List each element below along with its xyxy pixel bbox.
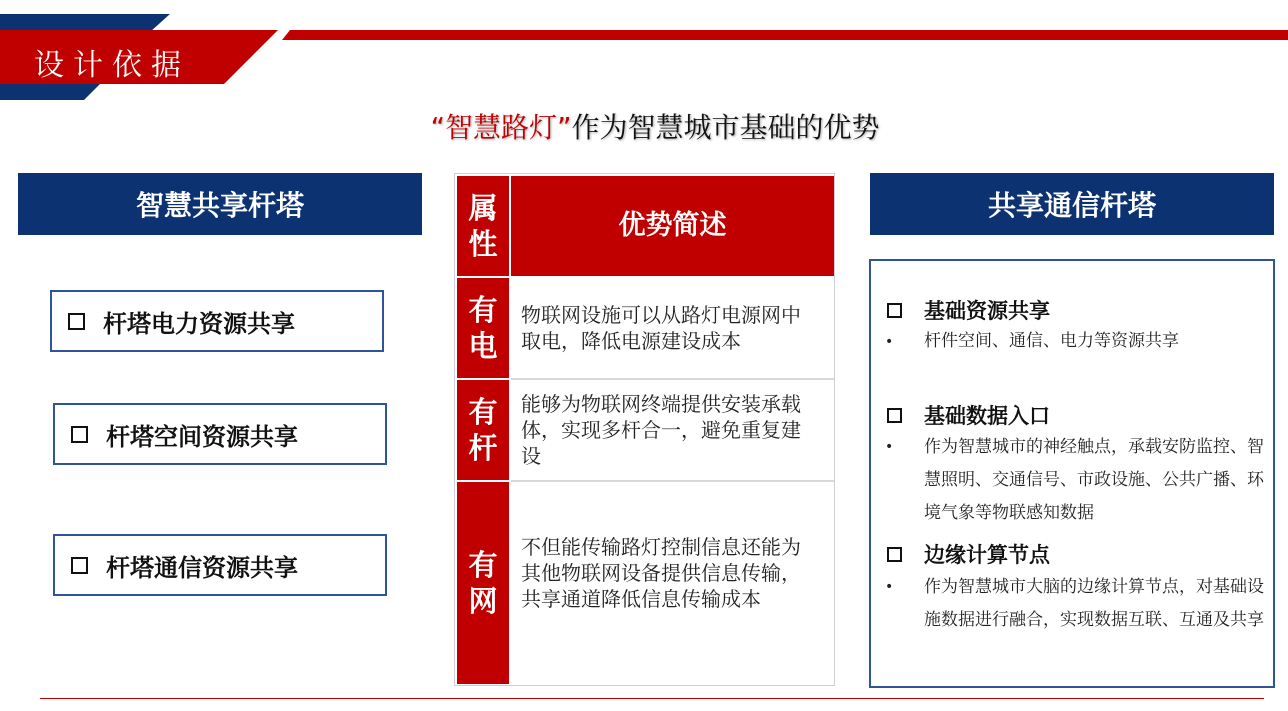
left-item-comm <box>53 534 387 596</box>
table-row-desc-net: 不但能传输路灯控制信息还能为其他物联网设备提供信息传输，共享通道降低信息传输成本 <box>521 535 801 611</box>
checkbox-icon <box>887 547 902 562</box>
bullet-icon: • <box>885 579 894 595</box>
checkbox-icon <box>68 313 85 330</box>
table-row-attr-label: 有电 <box>468 293 498 363</box>
right-panel <box>869 259 1275 688</box>
table-header-desc: 优势简述 <box>511 176 834 276</box>
bullet-icon: • <box>885 334 894 350</box>
checkbox-icon <box>887 408 902 423</box>
section-title: 边缘计算节点 <box>924 543 1050 567</box>
footer-divider <box>40 698 1264 699</box>
table-row-attr-label: 有杆 <box>468 395 498 465</box>
table-row-attr-net <box>457 482 509 684</box>
section-title: 基础资源共享 <box>924 299 1050 323</box>
main-title-quote: “智慧路灯” <box>430 111 572 144</box>
main-title-rest: 作为智慧城市基础的优势 <box>571 111 880 144</box>
left-heading: 智慧共享杆塔 <box>18 173 422 235</box>
left-item-power <box>50 290 384 352</box>
checkbox-icon <box>71 557 88 574</box>
table-row-attr-pole <box>457 380 509 480</box>
right-heading: 共享通信杆塔 <box>870 173 1274 235</box>
header-banner <box>0 0 1288 100</box>
checkbox-icon <box>71 426 88 443</box>
table-header-attr <box>457 176 509 276</box>
table-row-attr-label: 有网 <box>468 548 498 618</box>
table-row-desc-power: 物联网设施可以从路灯电源网中取电，降低电源建设成本 <box>521 303 801 353</box>
left-item-space <box>53 403 387 465</box>
table-row-desc-pole: 能够为物联网终端提供安装承载体，实现多杆合一，避免重复建设 <box>521 392 801 468</box>
header-title: 设计依据 <box>34 48 190 83</box>
section-body-resource: 杆件空间、通信、电力等资源共享 <box>924 331 1179 351</box>
table-row-attr-power <box>457 278 509 378</box>
section-body-edge: 作为智慧城市大脑的边缘计算节点，对基础设施数据进行融合，实现数据互联、互通及共享 <box>924 577 1264 630</box>
left-item-label: 杆塔空间资源共享 <box>106 422 298 451</box>
advantage-table <box>454 173 835 686</box>
left-item-label: 杆塔通信资源共享 <box>106 553 298 582</box>
section-head-data <box>887 400 1050 430</box>
bullet-icon: • <box>885 439 894 455</box>
main-title <box>0 106 1288 146</box>
section-head-resource <box>887 295 1050 325</box>
left-item-label: 杆塔电力资源共享 <box>103 309 295 338</box>
table-header-attr-label: 属性 <box>468 191 498 261</box>
section-title: 基础数据入口 <box>924 404 1050 428</box>
section-body-data: 作为智慧城市的神经触点，承载安防监控、智慧照明、交通信号、市政设施、公共广播、环境气象等物联感知数据 <box>924 437 1264 523</box>
checkbox-icon <box>887 303 902 318</box>
section-head-edge <box>887 539 1050 569</box>
